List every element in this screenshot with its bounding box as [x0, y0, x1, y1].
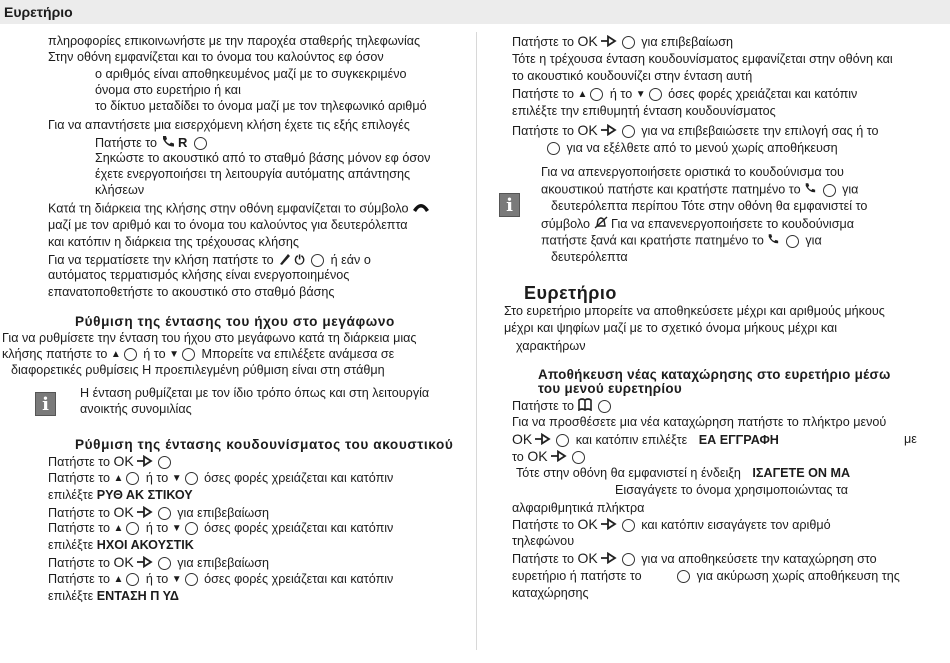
text-line: με [904, 432, 917, 446]
key-circle-icon [311, 254, 324, 267]
ok-arrow-icon [534, 433, 551, 449]
step-line [512, 569, 900, 584]
step-line [512, 398, 614, 415]
text-line: το ακουστικό κουδουνίζει στην ένταση αυτή [512, 69, 753, 83]
text-line: το δίκτυο μεταδίδει το όνομα μαζί με τον τηλεφωνικό αριθμό [95, 99, 427, 113]
text-span: για επιβεβαίωση [641, 35, 734, 49]
down-arrow-icon: ▼ [171, 574, 182, 586]
key-circle-icon [158, 456, 171, 469]
down-arrow-icon: ▼ [171, 473, 182, 485]
text-span: όσες φορές χρειάζεται και κατόπιν [204, 471, 394, 485]
text-span: για [842, 182, 859, 197]
step-line [516, 466, 850, 481]
ok-arrow-icon [136, 506, 153, 522]
text-line: Στο ευρετήριο μπορείτε να αποθηκεύσετε μέχρι και αριθμούς μήκους [504, 304, 885, 318]
step-line [48, 572, 393, 587]
ok-label: OK [113, 453, 134, 469]
key-circle-icon [124, 348, 137, 361]
key-circle-icon [622, 125, 635, 138]
text-line: έχετε ενεργοποιήσει τη λειτουργία αυτόματης απάντησης [95, 167, 411, 181]
down-arrow-icon: ▼ [635, 89, 646, 101]
text-span: επιλέξτε [48, 488, 94, 502]
text-span: Πατήστε το [512, 398, 575, 413]
text-span: ακουστικού πατήστε και κρατήστε πατημένο το [541, 182, 801, 197]
text-line: καταχώρησης [512, 586, 589, 600]
key-circle-icon [677, 570, 690, 583]
key-circle-icon [572, 451, 585, 464]
text-span: Κατά τη διάρκεια της κλήσης στην οθόνη εμφανίζεται το σύμβολο [48, 201, 409, 216]
key-circle-icon [622, 519, 635, 532]
ok-label: OK [577, 33, 598, 49]
handset-icon [412, 201, 430, 217]
text-line [48, 201, 430, 217]
section-title: Ρύθμιση της έντασης κουδουνίσματος του ακουστικού [75, 437, 454, 452]
ok-arrow-icon [136, 455, 153, 471]
text-span: Τότε στην οθόνη θα εμφανιστεί η ένδειξη [516, 466, 741, 480]
text-line: όνομα στο ευρετήριο ή και [95, 83, 241, 97]
key-circle-icon [158, 557, 171, 570]
ok-arrow-icon [600, 124, 617, 140]
step-line [512, 517, 831, 534]
text-span: Για να επανενεργοποιήσετε το κουδούνισμα [611, 216, 855, 231]
key-circle-icon [590, 88, 603, 101]
text-span: ή εάν ο [330, 252, 371, 267]
text-line: αλφαριθμητικά πλήκτρα [512, 501, 645, 515]
text-span: για [805, 233, 822, 248]
text-line: επιλέξτε την επιθυμητή ένταση κουδουνίσματος [512, 104, 776, 118]
menu-option: ΡΥΘ ΑΚ ΣΤΙΚΟΥ [96, 488, 193, 502]
section-title: Ρύθμιση της έντασης του ήχου στο μεγάφωνο [75, 314, 395, 329]
ok-label: OK [527, 448, 548, 464]
text-span: όσες φορές χρειάζεται και κατόπιν [204, 572, 394, 586]
text-line: ο αριθμός είναι αποθηκευμένος μαζί με το συγκεκριμένο [95, 67, 407, 81]
ok-label: OK [512, 431, 533, 447]
text-line [544, 141, 838, 156]
key-circle-icon [622, 36, 635, 49]
key-circle-icon [649, 88, 662, 101]
text-span: και κατόπιν επιλέξτε [575, 433, 688, 447]
page-header [0, 0, 950, 24]
section-heading: Ευρετήριο [524, 283, 617, 303]
key-circle-icon [547, 142, 560, 155]
down-arrow-icon: ▼ [171, 523, 182, 535]
header-title: Ευρετήριο [4, 4, 73, 20]
key-circle-icon [158, 507, 171, 520]
text-span: κλήσης πατήστε το [2, 347, 108, 361]
text-span: όσες φορές χρειάζεται και κατόπιν [204, 521, 394, 535]
text-span: Πατήστε το [512, 552, 575, 566]
ok-arrow-icon [550, 450, 567, 466]
key-circle-icon [185, 522, 198, 535]
key-circle-icon [126, 573, 139, 586]
text-span: ή το [145, 521, 169, 535]
key-circle-icon [185, 573, 198, 586]
column-divider [476, 32, 477, 650]
display-text: ΙΣΑΓΕΤΕ ΟΝ ΜΑ [752, 466, 851, 480]
key-circle-icon [194, 137, 207, 150]
text-span: πατήστε ξανά και κρατήστε πατημένο το [541, 233, 764, 248]
press-label: Πατήστε το [95, 136, 158, 150]
key-circle-icon [786, 235, 799, 248]
subsection-title: του μενού ευρετηρίου [538, 381, 682, 396]
key-circle-icon [556, 434, 569, 447]
step-line [48, 505, 269, 522]
text-line: Για να απαντήσετε μια εισερχόμενη κλήση έχετε τις εξής επιλογές [48, 118, 410, 132]
step-line [512, 449, 588, 466]
text-line: επανατοποθετήστε το ακουστικό στο σταθμό βάσης [48, 285, 335, 299]
text-span: Πατήστε το [512, 518, 575, 532]
text-span: Για να τερματίσετε την κλήση πατήστε το [48, 252, 274, 267]
ok-arrow-icon [136, 556, 153, 572]
phone-talk-icon [767, 233, 779, 249]
ok-arrow-icon [600, 35, 617, 51]
ok-label: OK [577, 550, 598, 566]
text-span: για επιβεβαίωση [177, 506, 270, 520]
text-line: διαφορετικές ρυθμίσεις Η προεπιλεγμένη ρύθμιση είναι στη στάθμη [11, 363, 385, 377]
text-line: κλήσεων [95, 183, 145, 197]
key-circle-icon [182, 348, 195, 361]
text-line: Εισαγάγετε το όνομα χρησιμοποιώντας τα [615, 483, 849, 497]
info-icon: i [499, 193, 520, 217]
text-span: για να επιβεβαιώσετε την επιλογή σας ή το [641, 124, 879, 138]
text-span: Πατήστε το [48, 521, 111, 535]
step-line [48, 521, 393, 536]
text-span: Πατήστε το [48, 455, 111, 469]
key-circle-icon [622, 553, 635, 566]
text-line: Σηκώστε το ακουστικό από το σταθμό βάσης μόνον εφ όσον [95, 151, 431, 165]
text-span: Μπορείτε να επιλέξετε ανάμεσα σε [201, 347, 395, 361]
text-line: Για να προσθέσετε μια νέα καταχώρηση πατήστε το πλήκτρο μενού [512, 415, 887, 429]
text-span: ή το [609, 87, 633, 101]
menu-option: ΕΝΤΑΣΗ Π ΥΔ [96, 589, 179, 603]
step-line [512, 34, 733, 51]
text-span: Πατήστε το [48, 556, 111, 570]
note-line [541, 182, 858, 198]
up-arrow-icon: ▲ [577, 89, 588, 101]
text-line: τηλεφώνου [512, 534, 575, 548]
text-span: για να αποθηκεύσετε την καταχώρηση στο [641, 552, 877, 566]
key-circle-icon [126, 522, 139, 535]
note-line: Η ένταση ρυθμίζεται με τον ίδιο τρόπο όπως και στη λειτουργία [80, 386, 430, 400]
text-span: για ακύρωση χωρίς αποθήκευση της [696, 569, 900, 583]
text-line: μέχρι και ψηφίων μαζί με το σχετικό όνομα μήκους μέχρι και [504, 321, 838, 335]
text-span: ή το [145, 471, 169, 485]
text-line [95, 135, 210, 152]
note-line: Για να απενεργοποιήσετε οριστικά το κουδούνισμα του [541, 165, 844, 179]
text-span: επιλέξτε [48, 589, 94, 603]
up-arrow-icon: ▲ [113, 473, 124, 485]
text-span: επιλέξτε [48, 538, 94, 552]
step-line [512, 123, 879, 140]
text-line: Τότε η τρέχουσα ένταση κουδουνίσματος εμφανίζεται στην οθόνη και [512, 52, 893, 66]
text-line: πληροφορίες επικοινωνήστε με την παροχέα σταθερής τηλεφωνίας [48, 34, 421, 48]
phonebook-icon [578, 398, 592, 415]
ringer-off-icon [594, 216, 608, 233]
key-circle-icon [126, 472, 139, 485]
up-arrow-icon: ▲ [110, 349, 121, 361]
down-arrow-icon: ▼ [169, 349, 179, 361]
text-span: και κατόπιν εισαγάγετε τον αριθμό [641, 518, 831, 532]
text-span: σύμβολο [541, 216, 591, 231]
note-line [541, 233, 822, 249]
step-line [512, 87, 857, 102]
subsection-title: Αποθήκευση νέας καταχώρησης στο ευρετήριο μέσω [538, 367, 891, 382]
menu-option: ΗΧΟΙ ΑΚΟΥΣΤΙΚ [96, 538, 194, 552]
phone-talk-icon [804, 182, 816, 198]
text-span: Πατήστε το [48, 572, 111, 586]
up-arrow-icon: ▲ [113, 523, 124, 535]
text-line: μαζί με τον αριθμό και το όνομα του καλούντος για δευτερόλεπτα [48, 218, 408, 232]
text-span: για να εξέλθετε από το μενού χωρίς αποθήκευση [566, 141, 838, 155]
text-span: Πατήστε το [48, 506, 111, 520]
text-span: Πατήστε το [48, 471, 111, 485]
text-span: το [512, 450, 524, 464]
step-line [48, 488, 193, 503]
key-circle-icon [823, 184, 836, 197]
text-span: για επιβεβαίωση [177, 556, 270, 570]
ok-label: OK [577, 516, 598, 532]
note-line: δευτερόλεπτα [551, 250, 628, 264]
key-circle-icon [598, 400, 611, 413]
text-span: Πατήστε το [512, 124, 575, 138]
text-line: Για να ρυθμίσετε την ένταση του ήχου στο μεγάφωνο κατά τη διάρκεια μιας [2, 331, 417, 345]
text-span: Πατήστε το [512, 87, 575, 101]
text-span: ή το [143, 347, 166, 361]
note-line [541, 216, 854, 233]
end-call-icon [277, 252, 291, 269]
ok-arrow-icon [600, 552, 617, 568]
text-line: αυτόματος τερματισμός κλήσης είναι ενεργοποιημένος [48, 268, 350, 282]
step-line [48, 589, 179, 604]
note-line: δευτερόλεπτα περίπου Τότε στην οθόνη θα εμφανιστεί το [551, 199, 868, 213]
text-line [2, 347, 394, 362]
note-line: ανοικτής συνομιλίας [80, 402, 192, 416]
step-line [48, 471, 393, 486]
menu-option: ΕΑ ΕΓΓΡΑΦΗ [698, 433, 779, 447]
power-icon: ⏻ [294, 252, 305, 267]
ok-label: OK [577, 122, 598, 138]
key-circle-icon [185, 472, 198, 485]
up-arrow-icon: ▲ [113, 574, 124, 586]
text-line: Στην οθόνη εμφανίζεται και το όνομα του καλούντος εφ όσον [48, 50, 384, 64]
text-span: όσες φορές χρειάζεται και κατόπιν [668, 87, 858, 101]
step-line [512, 551, 877, 568]
ok-arrow-icon [600, 518, 617, 534]
text-span: ή το [145, 572, 169, 586]
ok-label: OK [113, 504, 134, 520]
r-key-icon: R [178, 135, 188, 150]
ok-label: OK [113, 554, 134, 570]
text-line [48, 252, 371, 269]
info-icon: i [35, 392, 56, 416]
phone-talk-icon [161, 135, 175, 152]
step-line [48, 454, 174, 471]
step-line [512, 432, 779, 449]
text-line: χαρακτήρων [516, 339, 586, 353]
text-line: και κατόπιν η διάρκεια της τρέχουσας κλήσης [48, 235, 300, 249]
step-line [48, 538, 194, 553]
step-line [48, 555, 269, 572]
text-span: ευρετήριο ή πατήστε το [512, 569, 642, 583]
text-span: Πατήστε το [512, 35, 575, 49]
